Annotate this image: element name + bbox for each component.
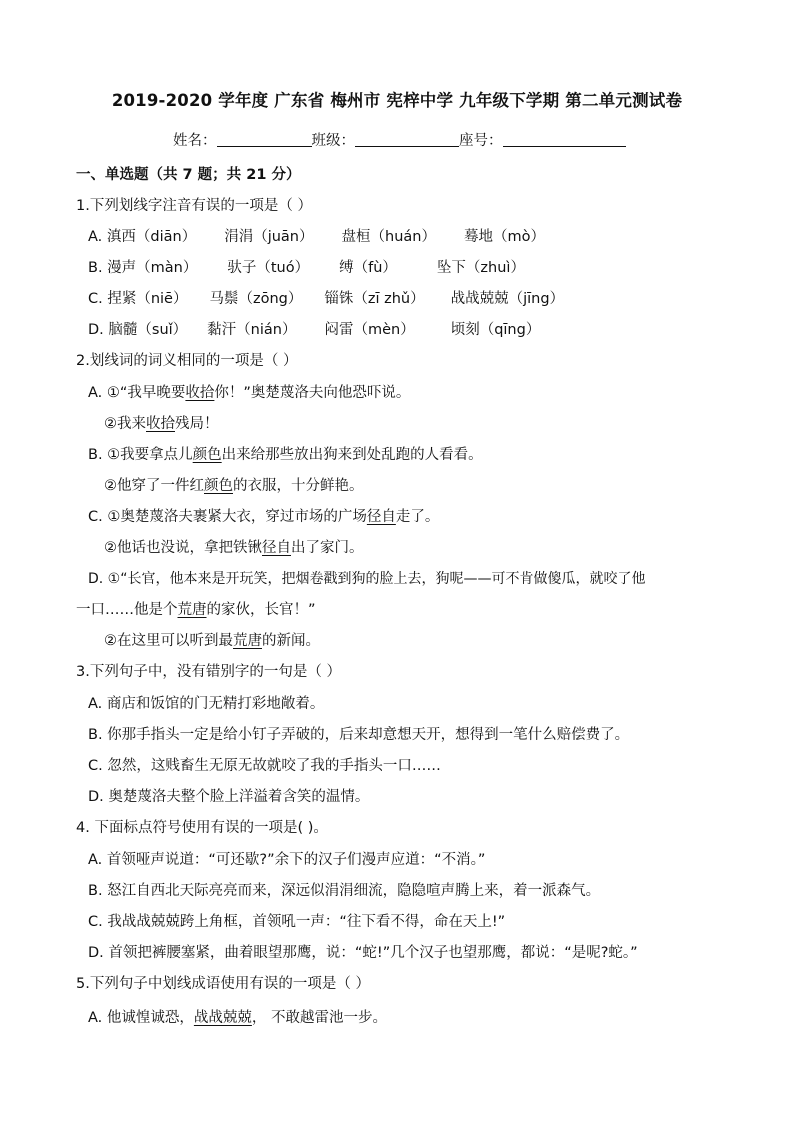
text-segment: A. 他诚惶诚恐，: [88, 1010, 194, 1026]
question-1-option-c: [88, 289, 564, 309]
section-heading: 一、单选题（共 7 题；共 21 分）: [76, 167, 301, 183]
text-segment: B. ①我要拿点儿: [88, 447, 193, 463]
option-item: 驮子（tuó）: [227, 260, 310, 276]
question-3-option-b: B. 你那手指头一定是给小钉子弄破的，后来却意想天开，想得到一笔什么赔偿费了。: [88, 727, 630, 743]
underlined-word: 收拾: [146, 416, 175, 432]
text-segment: ②我来: [104, 416, 146, 432]
question-3-option-d: D. 奥楚蔑洛夫整个脸上洋溢着含笑的温情。: [88, 789, 370, 805]
question-5-option-a: [88, 1008, 387, 1028]
option-item: 蓦地（mò）: [463, 229, 545, 245]
question-2-option-c2: [104, 538, 364, 558]
text-segment: 你！”奥楚蔑洛夫向他恐吓说。: [214, 385, 411, 401]
seat-label: 座号：: [459, 133, 503, 149]
text-segment: 的家伙，长官！”: [206, 602, 316, 618]
question-3-option-a: A. 商店和饭馆的门无精打彩地敞着。: [88, 696, 325, 712]
underlined-word: 荒唐: [177, 602, 207, 618]
text-segment: 一口……他是个: [76, 602, 178, 618]
option-item: 涓涓（juān）: [224, 229, 314, 245]
question-2-option-a2: [104, 414, 219, 434]
text-segment: 残局！: [175, 416, 219, 432]
exam-title: 2019-2020 学年度 广东省 梅州市 宪梓中学 九年级下学期 第二单元测试卷: [111, 91, 683, 110]
text-segment: 出来给那些放出狗来到处乱跑的人看看。: [221, 447, 483, 463]
question-4-option-a: A. 首领哑声说道：“可还歇?”余下的汉子们漫声应道：“不消。”: [88, 852, 486, 868]
underlined-word: 颜色: [204, 478, 233, 494]
option-item: 闷雷（mèn）: [324, 322, 415, 338]
text-segment: 出了家门。: [291, 540, 364, 556]
text-segment: ②他话也没说，拿把铁锹: [104, 540, 262, 556]
option-item: D. 脑髓（suǐ）: [88, 322, 188, 338]
question-2-option-a1: [88, 383, 410, 403]
underlined-word: 战战兢兢: [193, 1010, 252, 1026]
underlined-word: 径自: [262, 540, 291, 556]
question-1-option-d: [88, 320, 540, 340]
text-segment: ②他穿了一件红: [104, 478, 204, 494]
underlined-word: 收拾: [185, 385, 215, 401]
question-5-stem: 5.下列句子中划线成语使用有误的一项是（ ）: [76, 976, 370, 992]
question-1-stem: 1.下列划线字注音有误的一项是（ ）: [76, 198, 312, 214]
text-segment: ， 不敢越雷池一步。: [251, 1010, 387, 1026]
class-blank[interactable]: [355, 132, 459, 147]
name-blank[interactable]: [217, 132, 312, 147]
question-2-stem: 2.划线词的词义相同的一项是（ ）: [76, 353, 298, 369]
question-2-option-d1: D. ①“长官，他本来是开玩笑，把烟卷戳到狗的脸上去，狗呢——可不肯做傻瓜，就咬了他: [88, 571, 646, 587]
option-item: 锱铢（zī zhǔ）: [324, 291, 425, 307]
underlined-word: 颜色: [192, 447, 222, 463]
question-2-option-b2: [104, 476, 364, 496]
option-item: 缚（fù）: [339, 260, 397, 276]
option-item: A. 滇西（diān）: [88, 229, 197, 245]
question-3-stem: 3.下列句子中，没有错别字的一句是（ ）: [76, 664, 341, 680]
question-4-option-d: D. 首领把裤腰塞紧，曲着眼望那鹰，说：“蛇!”几个汉子也望那鹰，都说：“是呢?蛇。”: [88, 945, 638, 961]
question-1-option-b: [88, 258, 525, 278]
question-2-option-b1: [88, 445, 483, 465]
text-segment: A. ①“我早晚要: [88, 385, 186, 401]
option-item: 盘桓（huán）: [341, 229, 436, 245]
question-4-option-c: C. 我战战兢兢跨上角框，首领吼一声：“往下看不得，命在天上!”: [88, 914, 506, 930]
question-2-option-d2: [104, 631, 320, 651]
text-segment: 的新闻。: [262, 633, 320, 649]
text-segment: ②在这里可以听到最: [104, 633, 233, 649]
option-item: 黏汗（nián）: [207, 322, 297, 338]
question-2-option-d1-continued: [76, 600, 316, 620]
option-item: 马鬃（zōng）: [209, 291, 303, 307]
option-item: 坠下（zhuì）: [436, 260, 525, 276]
underlined-word: 径自: [366, 509, 396, 525]
question-3-option-c: C. 忽然，这贱畜生无原无故就咬了我的手指头一口……: [88, 758, 441, 774]
option-item: 战战兢兢（jīng）: [450, 291, 565, 307]
question-2-option-c1: [88, 507, 439, 527]
name-label: 姓名：: [173, 133, 217, 149]
text-segment: 的衣服，十分鲜艳。: [233, 478, 364, 494]
option-item: B. 漫声（màn）: [88, 260, 198, 276]
text-segment: C. ①奥楚蔑洛夫裹紧大衣，穿过市场的广场: [88, 509, 367, 525]
question-1-option-a: [88, 227, 545, 247]
question-4-option-b: B. 怒江自西北天际亮亮而来，深远似涓涓细流，隐隐喧声腾上来，着一派森气。: [88, 883, 601, 899]
text-segment: 走了。: [395, 509, 440, 525]
student-info-line: [173, 129, 626, 150]
seat-blank[interactable]: [503, 132, 626, 147]
option-item: 顷刻（qīng）: [450, 322, 541, 338]
question-4-stem: 4. 下面标点符号使用有误的一项是( )。: [76, 820, 328, 836]
option-item: C. 捏紧（niē）: [88, 291, 188, 307]
underlined-word: 荒唐: [233, 633, 262, 649]
class-label: 班级：: [311, 133, 355, 149]
